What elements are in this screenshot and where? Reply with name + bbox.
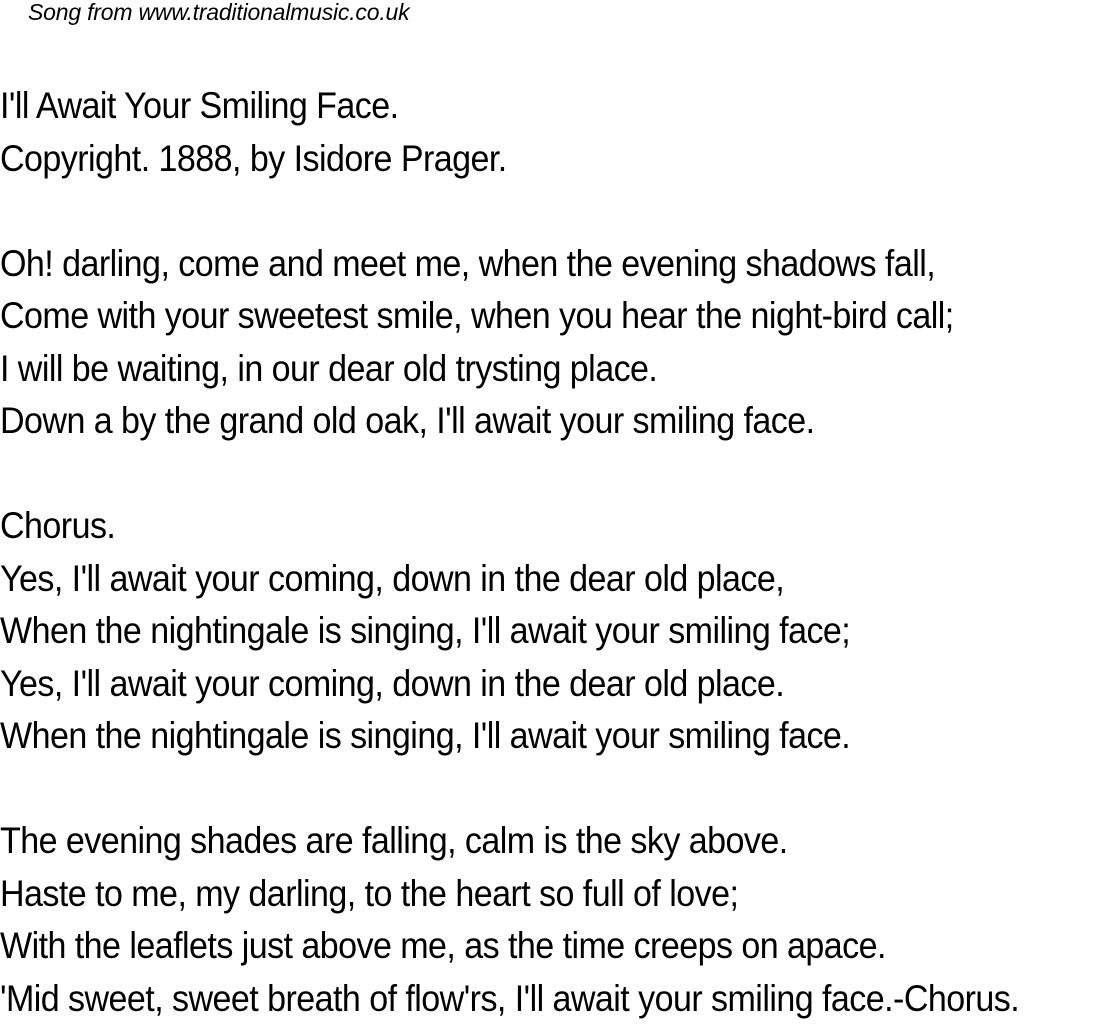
song-title: I'll Await Your Smiling Face. bbox=[0, 85, 399, 126]
verse-1-line-2: Come with your sweetest smile, when you hear the night-bird call; bbox=[0, 295, 954, 336]
chorus-line-3: Yes, I'll await your coming, down in the dear old place. bbox=[0, 662, 785, 704]
blank-line bbox=[0, 763, 1030, 816]
chorus-label: Chorus. bbox=[0, 505, 116, 546]
source-credit: Song from www.traditionalmusic.co.uk bbox=[28, 0, 410, 25]
verse-2-line-1: The evening shades are falling, calm is the sky above. bbox=[0, 820, 788, 861]
verse-1-line-4: Down a by the grand old oak, I'll await your smiling face. bbox=[0, 400, 815, 441]
song-text bbox=[0, 80, 1030, 1025]
verse-2-line-2: Haste to me, my darling, to the heart so full of love; bbox=[0, 872, 739, 914]
chorus-line-2: When the nightingale is singing, I'll await your smiling face; bbox=[0, 610, 851, 651]
blank-line bbox=[0, 448, 1030, 501]
verse-1-line-1: Oh! darling, come and meet me, when the evening shadows fall, bbox=[0, 242, 936, 284]
verse-2-line-3: With the leaflets just above me, as the time creeps on apace. bbox=[0, 925, 886, 966]
verse-2-line-4: 'Mid sweet, sweet breath of flow'rs, I'll await your smiling face.-Chorus. bbox=[0, 977, 1020, 1019]
copyright-line: Copyright. 1888, by Isidore Prager. bbox=[0, 137, 507, 179]
chorus-line-4: When the nightingale is singing, I'll await your smiling face. bbox=[0, 715, 851, 756]
chorus-line-1: Yes, I'll await your coming, down in the dear old place, bbox=[0, 557, 785, 599]
blank-line bbox=[0, 185, 1030, 238]
verse-1-line-3: I will be waiting, in our dear old trysting place. bbox=[0, 347, 658, 389]
